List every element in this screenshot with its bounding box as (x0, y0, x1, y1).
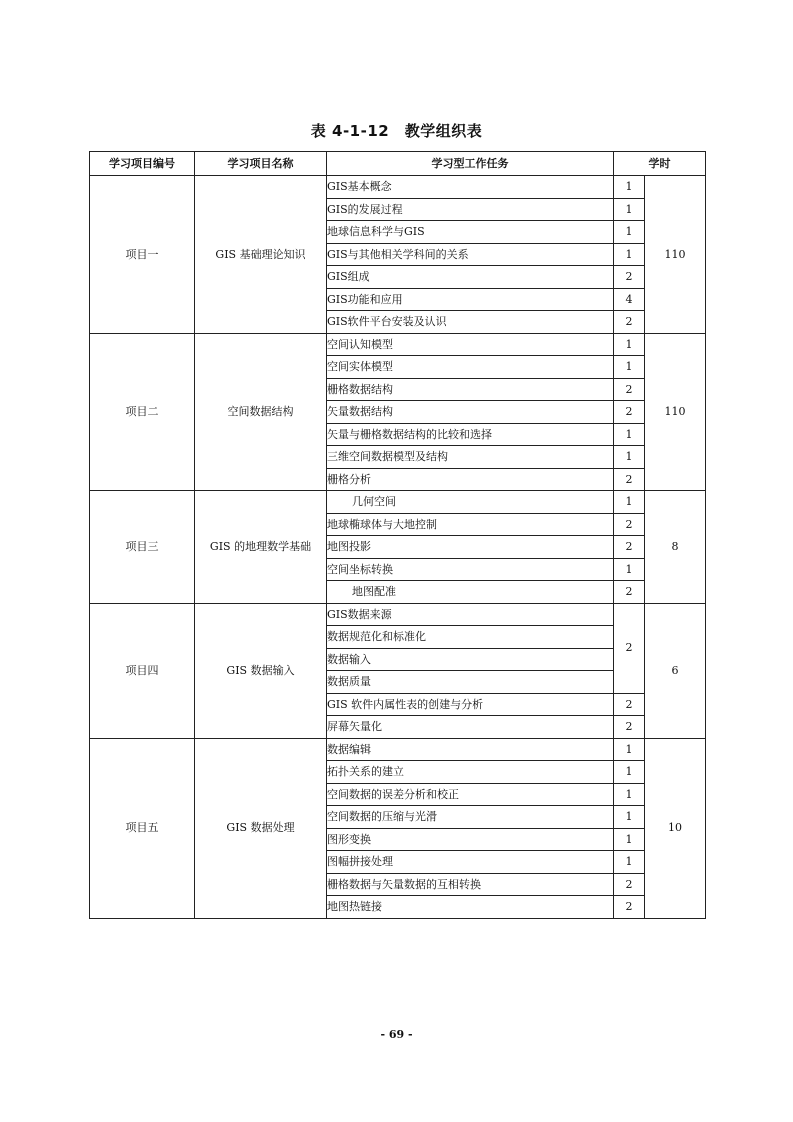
task-cell: GIS数据来源 (327, 603, 614, 626)
task-hours-cell: 1 (614, 333, 645, 356)
task-cell: 空间坐标转换 (327, 558, 614, 581)
task-hours-cell: 1 (614, 491, 645, 514)
task-hours-cell: 1 (614, 783, 645, 806)
task-cell: 拓扑关系的建立 (327, 761, 614, 784)
task-cell: 地球信息科学与GIS (327, 221, 614, 244)
table-row (90, 333, 706, 356)
table-row (90, 491, 706, 514)
task-cell: 栅格数据结构 (327, 378, 614, 401)
task-hours-cell: 1 (614, 446, 645, 469)
project-id-cell: 项目一 (90, 176, 195, 334)
project-total-hours-cell: 6 (645, 603, 706, 738)
table-title: 表 4-1-12 教学组织表 (310, 122, 483, 140)
task-cell: 几何空间 (327, 491, 614, 514)
task-hours-cell: 1 (614, 221, 645, 244)
project-name-cell: GIS 基础理论知识 (195, 176, 327, 334)
project-id-cell: 项目二 (90, 333, 195, 491)
task-hours-cell: 2 (614, 266, 645, 289)
task-cell: GIS基本概念 (327, 176, 614, 199)
header-project-id: 学习项目编号 (90, 152, 195, 176)
teaching-organization-table (89, 151, 706, 919)
task-hours-cell: 2 (614, 536, 645, 559)
task-hours-cell: 1 (614, 243, 645, 266)
task-cell: 地球椭球体与大地控制 (327, 513, 614, 536)
project-total-hours-cell: 8 (645, 491, 706, 604)
task-cell: 图形变换 (327, 828, 614, 851)
task-cell: 空间数据的误差分析和校正 (327, 783, 614, 806)
task-hours-cell: 1 (614, 423, 645, 446)
task-cell: 空间实体模型 (327, 356, 614, 379)
task-hours-cell: 2 (614, 581, 645, 604)
task-hours-cell: 2 (614, 693, 645, 716)
project-name-cell: 空间数据结构 (195, 333, 327, 491)
task-hours-cell: 1 (614, 828, 645, 851)
task-cell: 数据规范化和标准化 (327, 626, 614, 649)
task-hours-cell: 1 (614, 558, 645, 581)
task-hours-cell: 2 (614, 401, 645, 424)
task-cell: 栅格数据与矢量数据的互相转换 (327, 873, 614, 896)
task-cell: 数据编辑 (327, 738, 614, 761)
task-cell: 地图投影 (327, 536, 614, 559)
project-name-cell: GIS 数据处理 (195, 738, 327, 918)
task-cell: 栅格分析 (327, 468, 614, 491)
task-hours-cell: 2 (614, 873, 645, 896)
task-cell: 矢量数据结构 (327, 401, 614, 424)
header-hours: 学时 (614, 152, 706, 176)
task-hours-cell: 2 (614, 716, 645, 739)
header-project-name: 学习项目名称 (195, 152, 327, 176)
task-hours-cell: 1 (614, 851, 645, 874)
project-id-cell: 项目四 (90, 603, 195, 738)
task-hours-cell: 2 (614, 468, 645, 491)
task-cell: GIS 软件内属性表的创建与分析 (327, 693, 614, 716)
project-total-hours-cell: 110 (645, 176, 706, 334)
table-row (90, 603, 706, 626)
task-hours-cell: 2 (614, 378, 645, 401)
task-cell: 数据输入 (327, 648, 614, 671)
task-cell: 图幅拼接处理 (327, 851, 614, 874)
task-cell: 三维空间数据模型及结构 (327, 446, 614, 469)
task-hours-cell: 2 (614, 311, 645, 334)
project-total-hours-cell: 110 (645, 333, 706, 491)
page-number: - 69 - (380, 1028, 413, 1041)
task-hours-cell: 2 (614, 513, 645, 536)
table-row (90, 176, 706, 199)
task-cell: 地图配准 (327, 581, 614, 604)
task-hours-cell: 1 (614, 806, 645, 829)
header-task: 学习型工作任务 (327, 152, 614, 176)
project-name-cell: GIS 的地理数学基础 (195, 491, 327, 604)
task-hours-cell: 1 (614, 176, 645, 199)
task-cell: 数据质量 (327, 671, 614, 694)
header-row (90, 152, 706, 176)
task-cell: GIS的发展过程 (327, 198, 614, 221)
task-cell: GIS功能和应用 (327, 288, 614, 311)
merged-task-hours-cell: 2 (614, 603, 645, 693)
project-name-cell: GIS 数据输入 (195, 603, 327, 738)
project-id-cell: 项目五 (90, 738, 195, 918)
task-cell: 屏幕矢量化 (327, 716, 614, 739)
task-cell: 地图热链接 (327, 896, 614, 919)
task-cell: GIS软件平台安装及认识 (327, 311, 614, 334)
task-hours-cell: 1 (614, 198, 645, 221)
task-hours-cell: 1 (614, 761, 645, 784)
task-cell: 矢量与栅格数据结构的比较和选择 (327, 423, 614, 446)
task-hours-cell: 1 (614, 356, 645, 379)
task-cell: 空间认知模型 (327, 333, 614, 356)
table-row (90, 738, 706, 761)
task-cell: GIS组成 (327, 266, 614, 289)
task-cell: GIS与其他相关学科间的关系 (327, 243, 614, 266)
task-hours-cell: 1 (614, 738, 645, 761)
task-hours-cell: 2 (614, 896, 645, 919)
project-total-hours-cell: 10 (645, 738, 706, 918)
project-id-cell: 项目三 (90, 491, 195, 604)
task-cell: 空间数据的压缩与光滑 (327, 806, 614, 829)
task-hours-cell: 4 (614, 288, 645, 311)
